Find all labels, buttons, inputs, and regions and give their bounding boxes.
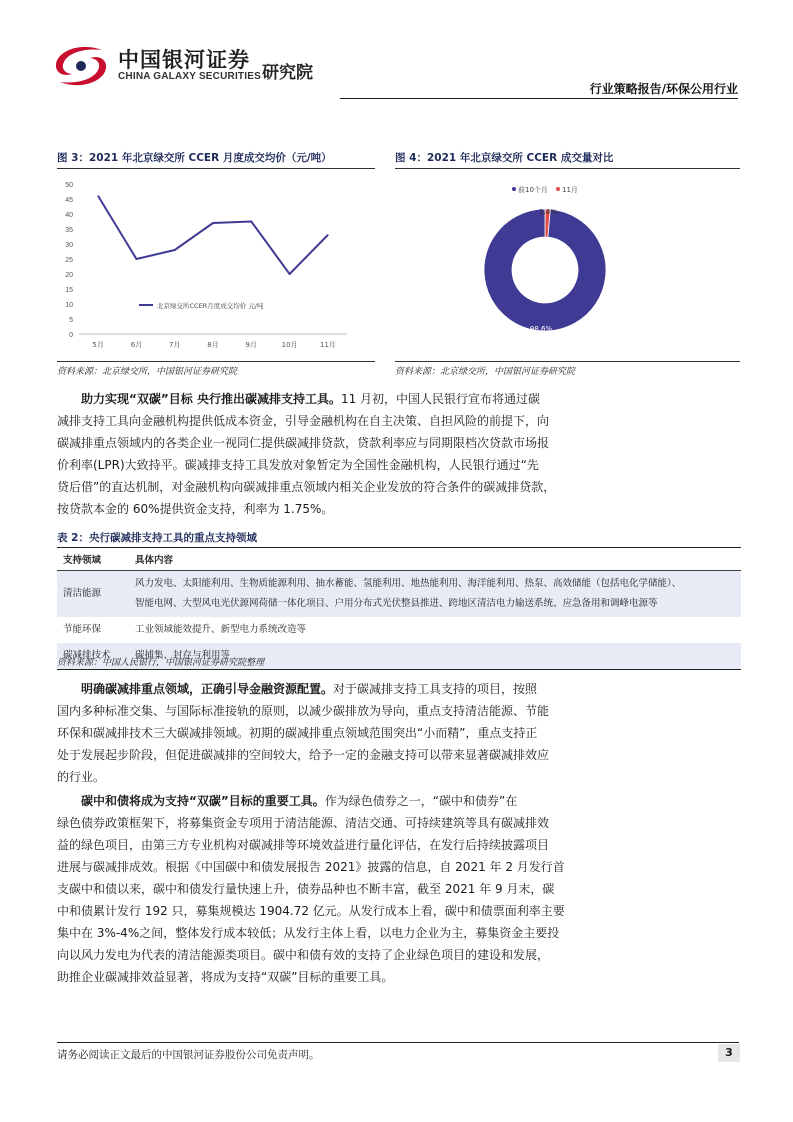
data-point xyxy=(97,195,99,197)
header-divider xyxy=(340,98,738,99)
y-tick-label: 30 xyxy=(65,242,73,249)
figure4-donut-chart xyxy=(395,172,740,358)
data-point xyxy=(174,249,176,251)
paragraph-lead: 碳中和债将成为支持“双碳”目标的重要工具。 xyxy=(81,794,325,808)
legend-swatch xyxy=(556,187,560,191)
x-tick-label: 5月 xyxy=(92,341,104,349)
table-header: 具体内容 xyxy=(129,548,741,571)
series-line xyxy=(98,196,328,274)
data-point xyxy=(289,273,291,275)
table2-source: 资料来源：中国人民银行，中国银河证券研究院整理 xyxy=(57,658,265,668)
legend-label: 北京绿交所CCER月度成交均价 元/吨 xyxy=(157,302,264,310)
y-tick-label: 5 xyxy=(69,317,73,324)
figure3-line-chart xyxy=(57,172,375,358)
footer-disclaimer: 请务必阅读正文最后的中国银河证券股份公司免责声明。 xyxy=(57,1049,320,1061)
legend-label: 11月 xyxy=(562,186,578,194)
data-point xyxy=(250,221,252,223)
paragraph-lead: 明确碳减排重点领域，正确引导金融资源配置。 xyxy=(81,682,334,696)
y-tick-label: 0 xyxy=(69,332,73,339)
paragraph-lead: 助力实现“双碳”目标 央行推出碳减排支持工具。 xyxy=(81,392,341,406)
table-row: 节能环保 工业领域能效提升、新型电力系统改造等 xyxy=(63,624,307,635)
x-tick-label: 8月 xyxy=(207,341,219,349)
table-row: 清洁能源 风力发电、太阳能利用、生物质能源利用、抽水蓄能、氢能利用、地热能利用、海洋能利用、热泵、高效储能（包括电化学储能）、 智能电网、大型风电光伏源网荷储一体化项目、户用分布式光伏整县推进、跨地区清洁电力输送系统、应急备用和调峰电源等 xyxy=(57,571,741,618)
page-number: 3 xyxy=(718,1044,740,1062)
company-name-cn: 中国银河证券 xyxy=(118,48,250,72)
figure4-title: 图 4：2021 年北京绿交所 CCER 成交量对比 xyxy=(395,152,614,164)
y-tick-label: 15 xyxy=(65,287,73,294)
paragraph-carbon-neutral-bond: 碳中和债将成为支持“双碳”目标的重要工具。作为绿色债券之一，“碳中和债券”在 绿色债券政策框架下，将募集资金专项用于清洁能源、清洁交通、可持续建筑等具有碳减排效 益的绿色项目，由第三方专业机构对碳减排等环境效益进行量化评估，在发行后持续披露项目 进展与碳减排成效。根据《中国碳中和债发展报告 2021》披露的信息，自 2021 年 2 月发行首 支碳中和债以来，碳中和债发行量快速上升，债券品种也不断丰富，截至 2021 年 9 月末，碳 中和债累计发行 192 只，募集规模达 1904.72 亿元。从发行成本上看，碳中和债票面利率主要 集中在 3%-4%之间，整体发行成本较低；从发行主体上看，以电力企业为主，募集资金主要投 向以风力发电为代表的清洁能源类项目。碳中和债有效的支持了企业绿色项目的建设和发展， 助推企业碳减排效益显著，将成为支持“双碳”目标的重要工具。 xyxy=(57,794,565,984)
table-row: 碳减排技术 碳捕集、封存与利用等 xyxy=(57,643,741,670)
x-tick-label: 7月 xyxy=(168,341,181,349)
figure4-bottom-rule xyxy=(395,361,740,362)
galaxy-logo-icon xyxy=(52,44,110,88)
figure4-top-rule xyxy=(395,168,740,169)
table-header-row xyxy=(57,548,741,571)
data-point xyxy=(327,234,329,236)
y-tick-label: 40 xyxy=(65,212,73,219)
x-tick-label: 9月 xyxy=(245,341,258,349)
slice-first-ten-months xyxy=(484,209,606,331)
slice-label-small: 1.4% xyxy=(539,208,557,216)
paragraph-carbon-tool: 助力实现“双碳”目标 央行推出碳减排支持工具。11 月初，中国人民银行宣布将通过碳 减排支持工具向金融机构提供低成本资金，引导金融机构在自主决策、自担风险的前提下，向 碳减排重点领域内的各类企业一视同仁提供碳减排贷款，贷款利率应与同期限档次贷款市场报 价利率(LPR)大致持平。碳减排支持工具发放对象暂定为全国性金融机构，人民银行通过“先 贷后借”的直达机制，对金融机构向碳减排重点领域内相关企业发放的符合条件的碳减排贷款， 按贷款本金的 60%提供资金支持，利率为 1.75%。 xyxy=(57,392,556,516)
x-tick-label: 6月 xyxy=(130,341,143,349)
figure3-source: 资料来源：北京绿交所，中国银河证券研究院 xyxy=(57,367,238,377)
figure3-top-rule xyxy=(57,168,375,169)
legend-label: 前10个月 xyxy=(518,186,548,194)
paragraph-key-areas: 明确碳减排重点领域，正确引导金融资源配置。对于碳减排支持工具支持的项目，按照 国内多种标准交集、与国际标准接轨的原则，以减少碳排放为导向，重点支持清洁能源、节能 环保和碳减排技术三大碳减排领域。初期的碳减排重点领域范围突出“小而精”，重点支持正 处于发展起步阶段，但促进碳减排的空间较大，给予一定的金融支持可以带来显著碳减排效应 的行业。 xyxy=(57,682,550,784)
y-tick-label: 20 xyxy=(65,272,73,279)
institute-label: 研究院 xyxy=(262,63,313,83)
data-point xyxy=(136,258,138,260)
figure4-source: 资料来源：北京绿交所，中国银河证券研究院 xyxy=(395,367,576,377)
y-tick-label: 50 xyxy=(65,182,73,189)
slice-label-large: 98.6% xyxy=(529,325,553,333)
y-tick-label: 35 xyxy=(65,227,73,234)
x-tick-label: 10月 xyxy=(281,341,298,349)
table-header: 支持领域 xyxy=(57,548,129,571)
legend-swatch xyxy=(512,187,516,191)
report-type: 行业策略报告/环保公用行业 xyxy=(589,82,738,96)
footer-divider xyxy=(57,1042,739,1043)
data-point xyxy=(212,222,214,224)
x-tick-label: 11月 xyxy=(319,341,336,349)
figure3-bottom-rule xyxy=(57,361,375,362)
y-tick-label: 10 xyxy=(65,302,73,309)
table2-title: 表 2：央行碳减排支持工具的重点支持领域 xyxy=(57,532,257,544)
y-tick-label: 45 xyxy=(65,197,73,204)
company-name-en: CHINA GALAXY SECURITIES xyxy=(118,71,261,82)
figure3-title: 图 3：2021 年北京绿交所 CCER 月度成交均价（元/吨） xyxy=(57,152,332,164)
y-tick-label: 25 xyxy=(65,257,73,264)
support-areas-table xyxy=(57,547,741,670)
